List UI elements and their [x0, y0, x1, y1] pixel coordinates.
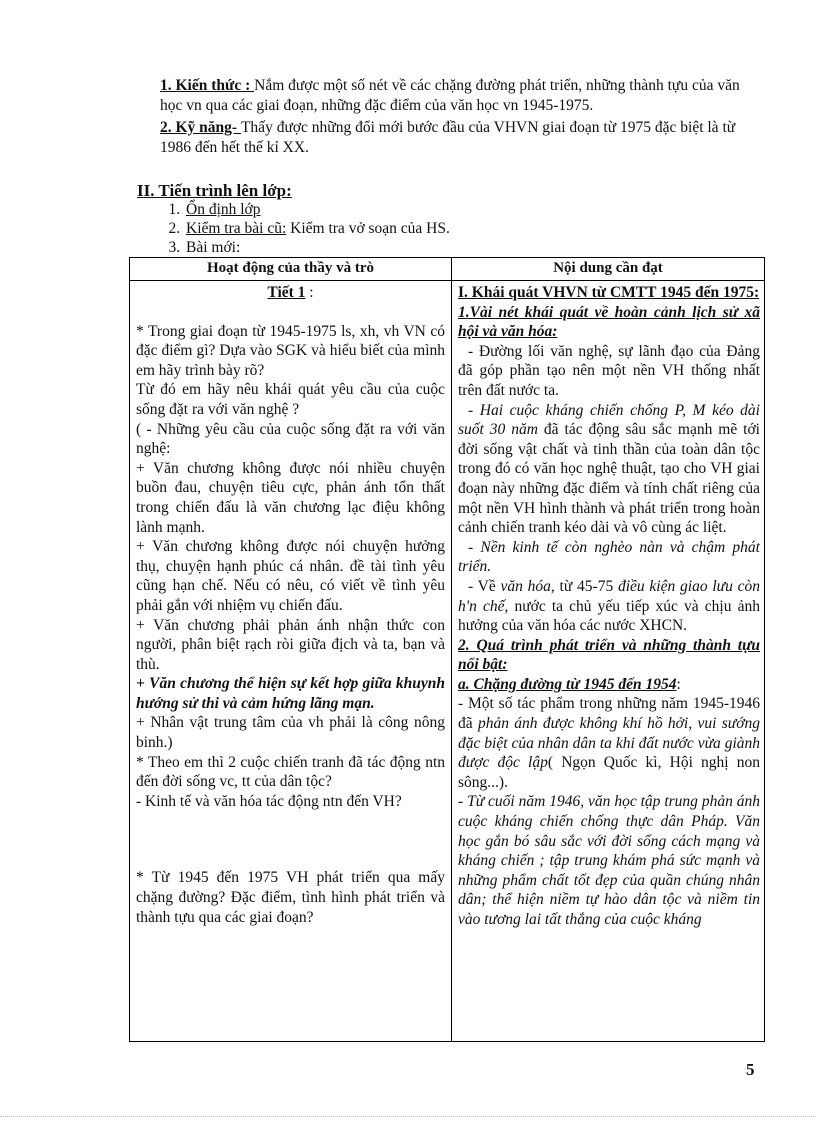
- knowledge-objective: [160, 76, 760, 116]
- content-paragraph: - Đường lối văn nghệ, sự lãnh đạo của Đảng đã góp phần tạo nên một nền VH thống nhất trên đất nước ta.: [458, 342, 760, 399]
- knowledge-text: Nắm được một số nét về các chặng đường phát triển, những thành tựu của văn học vn qua các giai đoạn, những đặc điểm của văn học vn 1945-1975.: [160, 77, 740, 114]
- knowledge-label: 1. Kiến thức :: [160, 77, 255, 94]
- period-title: [136, 283, 445, 303]
- answer-item: + Văn chương thể hiện sự kết hợp giữa khuynh hướng sử thi và cảm hứng lãng mạn.: [136, 675, 445, 712]
- content-text: - Một số tác phẩm trong những năm 1945-1946 đã: [458, 695, 760, 733]
- spacer: [136, 811, 445, 868]
- content-paragraph: [458, 694, 760, 792]
- content-subheading: 2. Quá trình phát triển và những thành tựu nổi bật:: [458, 636, 760, 674]
- table-row: [130, 281, 765, 1042]
- period-suffix: :: [305, 284, 314, 301]
- content-cell: [452, 281, 765, 1042]
- period-heading: a. Chặng đường từ 1945 đến 1954: [458, 675, 677, 693]
- content-subheading: 1.Vài nét khái quát về hoàn cảnh lịch sử xã hội và văn hóa:: [458, 303, 760, 341]
- question: * Từ 1945 đến 1975 VH phát triển qua mấy chặng đường? Đặc điểm, tình hình phát triển và thành tựu qua các giai đoạn?: [136, 869, 445, 926]
- content-emphasis: văn hóa: [500, 577, 551, 595]
- content-paragraph: [458, 577, 760, 636]
- content-emphasis: - Hai cuộc kháng chiến chống P, M kéo dài suốt 30 năm: [458, 401, 760, 439]
- question: Từ đó em hãy nêu khái quát yêu cầu của cuộc sống đặt ra với văn nghệ ?: [136, 381, 445, 418]
- section-title: II. Tiến trình lên lớp:: [137, 181, 292, 200]
- content-paragraph: - Từ cuối năm 1946, văn học tập trung phản ánh cuộc kháng chiến chống thực dân Pháp. Văn học gắn bó sâu sắc với đời sống cách mạng và kháng chiến ; tập trung khám phá sức mạnh và những phẩm chất tốt đẹp của quần chúng nhân dân; thể hiện niềm tự hào dân tộc và niềm tin vào tương lai tất thắng của cuộc kháng: [458, 793, 760, 928]
- content-subheading: [458, 675, 760, 695]
- skill-label: 2. Kỹ năng-: [160, 119, 241, 136]
- content-emphasis: phản ánh được không khí hồ hởi, vui sướng đặc biệt của nhân dân ta khi đất nước vừa giành được độc lập: [458, 715, 760, 772]
- content-paragraph: - Nền kinh tế còn nghèo nàn và chậm phát triển.: [458, 538, 760, 576]
- page-divider: [0, 1116, 816, 1117]
- period-label: Tiết 1: [267, 284, 306, 301]
- page-number: 5: [746, 1060, 755, 1079]
- step-text: Ổn định lớp: [186, 201, 261, 218]
- header-activities: Hoạt động của thầy và trò: [130, 258, 452, 281]
- objectives: [160, 76, 760, 160]
- question: * Theo em thì 2 cuộc chiến tranh đã tác động ntn đến đời sống vc, tt của dân tộc?: [136, 753, 445, 791]
- answer-item: + Văn chương không được nói nhiều chuyện buồn đau, chuyện tiêu cực, phản ánh tổn thất trong chiến đấu là văn chương lạc điệu không lành mạnh.: [136, 459, 445, 536]
- answer-item: + Văn chương phải phản ánh nhận thức con người, phân biệt rạch ròi giữa địch và ta, bạn và thù.: [136, 616, 445, 673]
- step-item: [184, 200, 450, 219]
- content-paragraph: [458, 401, 760, 538]
- question: - Kinh tế và văn hóa tác động ntn đến VH?: [136, 792, 402, 810]
- table-header-row: [130, 258, 765, 281]
- content-text: ( Ngọn Quốc kì, Hội nghị non sông...).: [458, 754, 761, 791]
- content-text: - Về: [468, 577, 501, 595]
- content-text: :: [676, 675, 681, 693]
- content-text: , nước ta chủ yếu tiếp xúc và chịu ảnh hưởng của văn hóa các nước XHCN.: [458, 597, 761, 635]
- step-item: [184, 238, 450, 257]
- answer-item: + Văn chương không được nói chuyện hưởng thụ, chuyện hạnh phúc cá nhân. đề tài tình yêu cũng hạn chế. Nếu có nêu, có viết về tình yêu phải gắn với nhiệm vụ chiến đấu.: [136, 538, 445, 614]
- content-text: , từ 45-75: [550, 577, 618, 595]
- lesson-steps: [160, 200, 450, 257]
- answer-intro: ( - Những yêu cầu của cuộc sống đặt ra với văn nghệ:: [136, 420, 445, 458]
- step-item: [184, 219, 450, 238]
- content-emphasis: điều kiện giao lưu còn h'n chế: [458, 577, 760, 615]
- header-content: Nội dung cần đạt: [452, 258, 765, 281]
- content-text: đã tác động sâu sắc mạnh mẽ tới đời sống vật chất và tinh thần của toàn dân tộc trong đó có văn học nghệ thuật, tạo cho VH giai đoạn này những đặc điểm và tính chất riêng của một nền VH hình thành và phát triển trong hoàn cảnh chiến tranh kéo dài và vô cùng ác liệt.: [458, 421, 760, 537]
- step-text: Bài mới:: [186, 239, 241, 256]
- activities-cell: [130, 281, 452, 1042]
- content-heading: I. Khái quát VHVN từ CMTT 1945 đến 1975:: [458, 284, 760, 301]
- step-text: Kiểm tra vở soạn của HS.: [286, 220, 450, 237]
- question: * Trong giai đoạn từ 1945-1975 ls, xh, vh VN có đặc điểm gì? Dựa vào SGK và hiểu biết của mình em hãy trình bày rõ?: [136, 322, 445, 379]
- answer-item: + Nhân vật trung tâm của vh phải là công nông binh.): [136, 714, 445, 752]
- skill-text: Thấy được những đổi mới bước đầu của VHVN giai đoạn từ 1975 đặc biệt là từ 1986 đến hết thế kỉ XX.: [160, 119, 736, 156]
- lesson-table: [129, 257, 765, 1042]
- step-label: Kiểm tra bài cũ:: [186, 220, 287, 237]
- spacer: [136, 303, 445, 322]
- skill-objective: [160, 118, 760, 158]
